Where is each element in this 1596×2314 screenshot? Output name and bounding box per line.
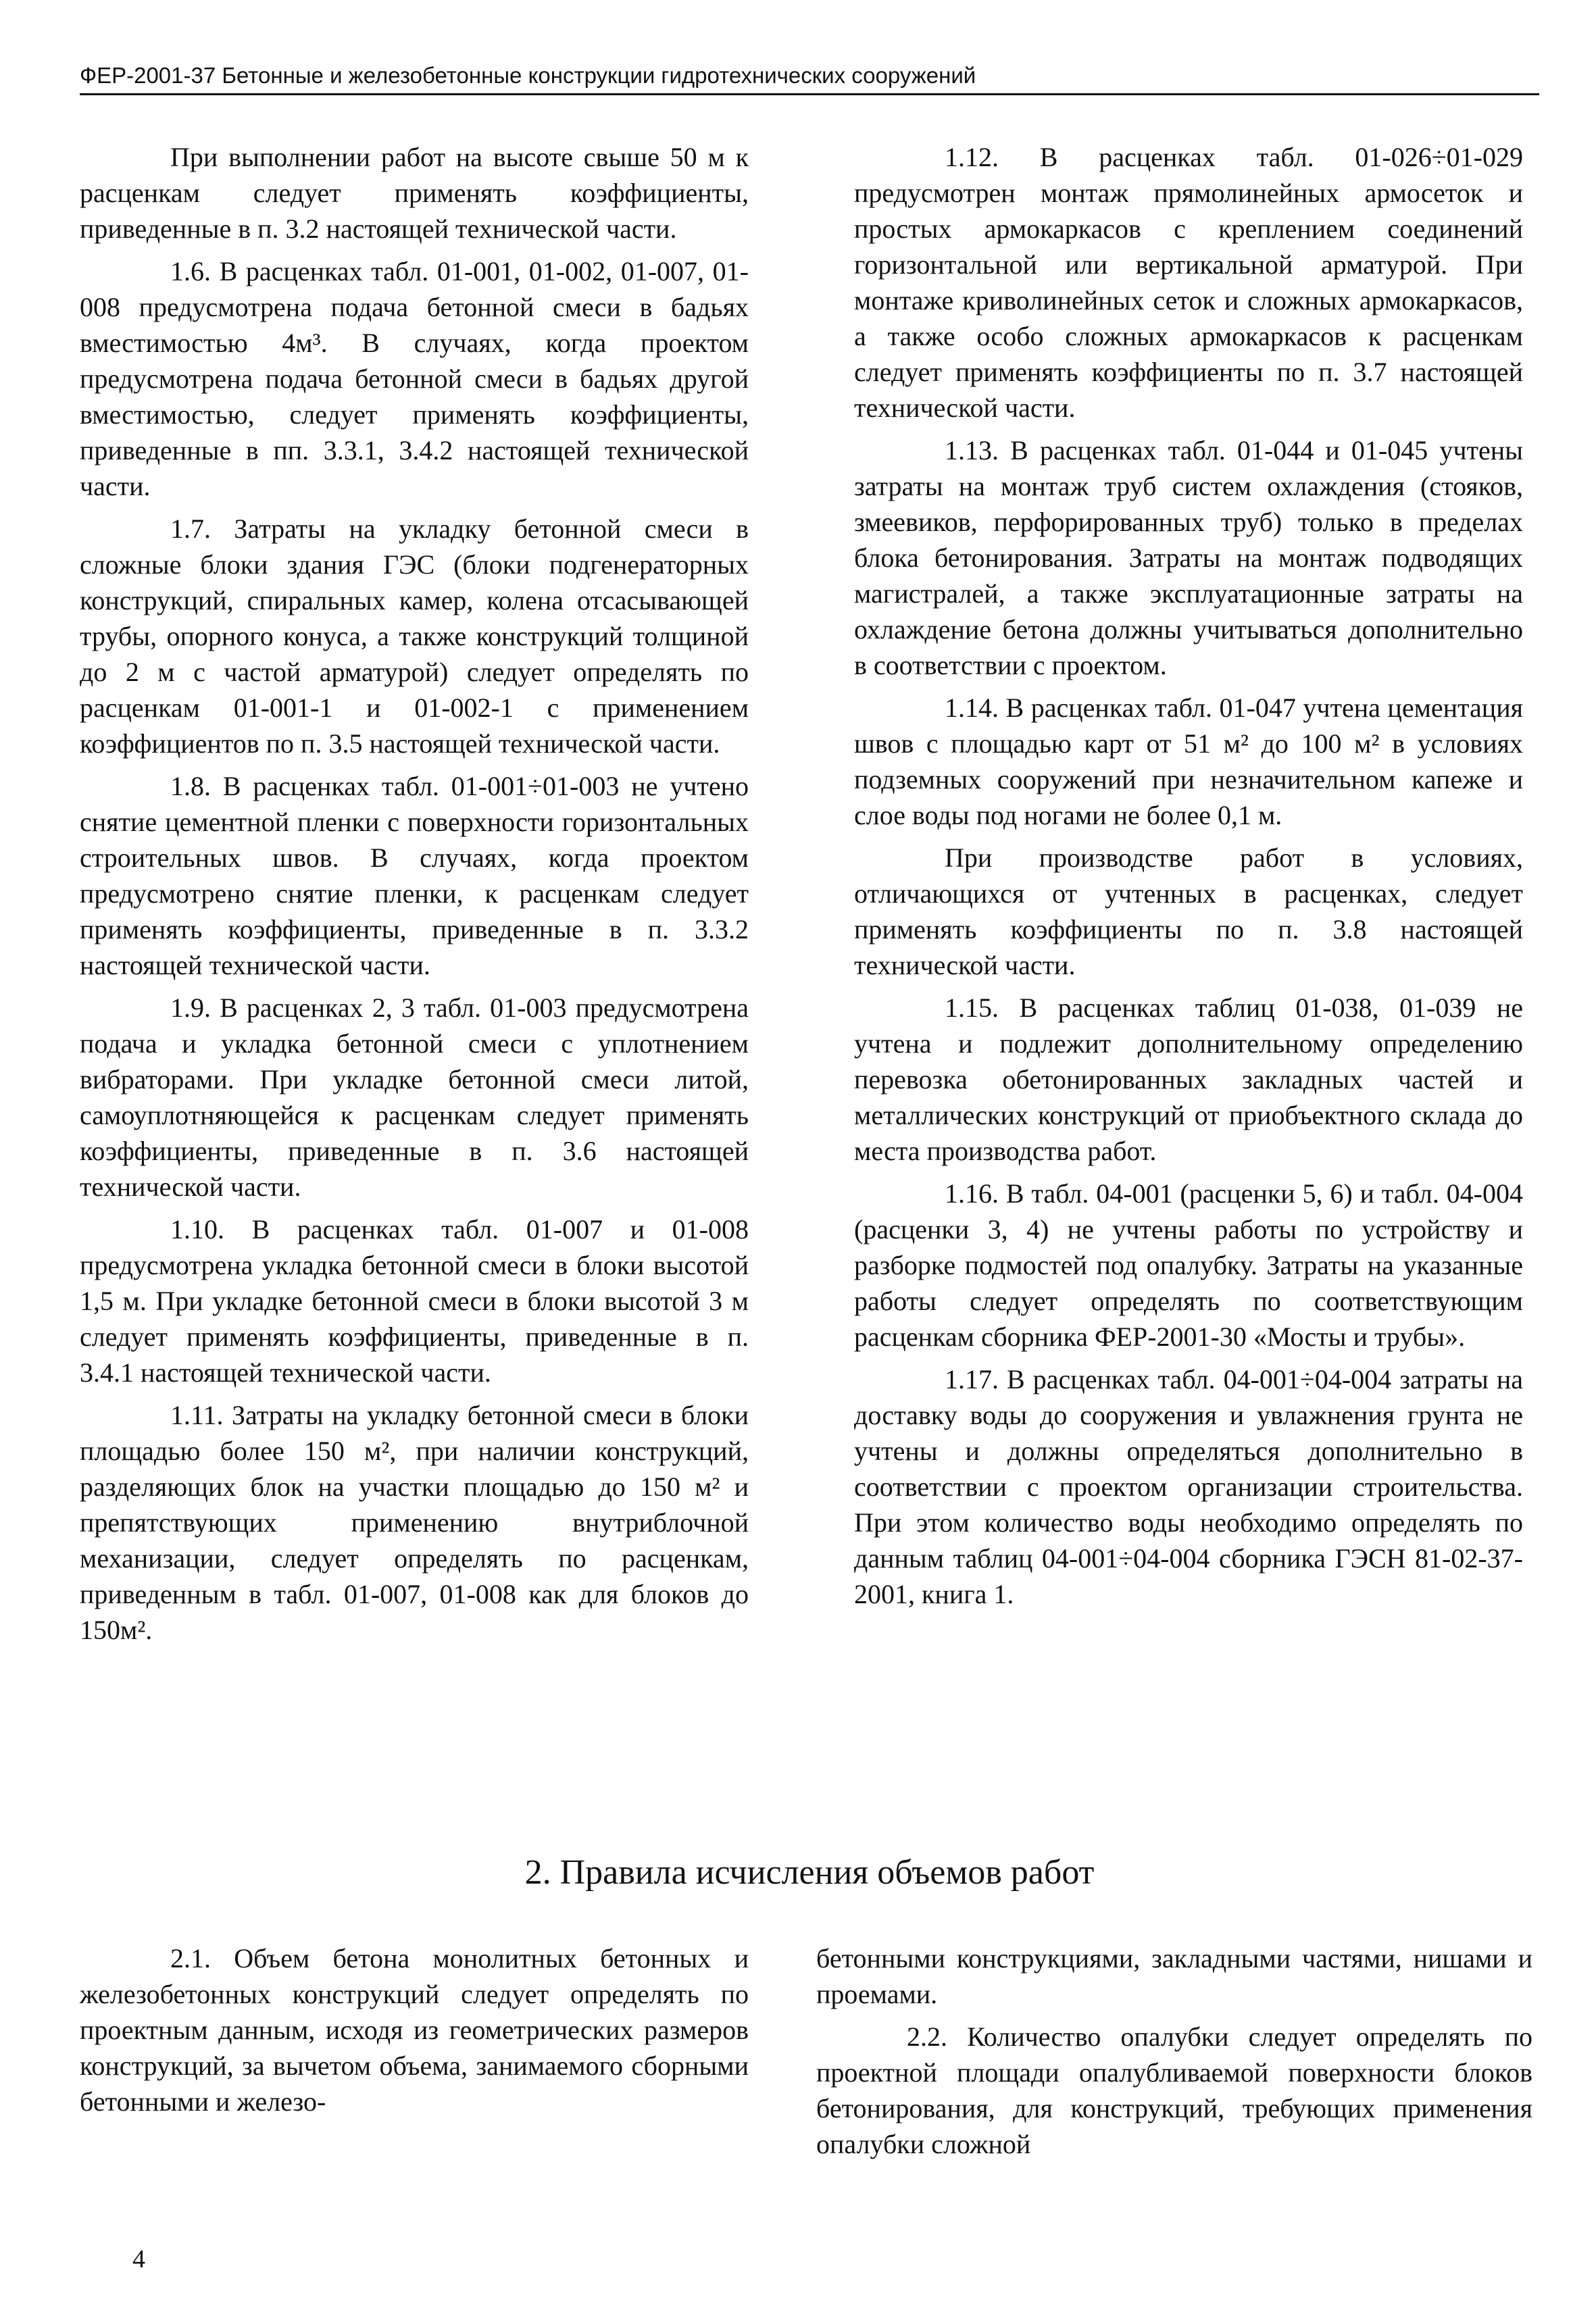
paragraph-1-13: 1.13. В расценках табл. 01-044 и 01-045 учтены затраты на монтаж труб систем охлаждения (стояков, змеевиков, перфорированных труб) только в пределах блока бетонирования. Затраты на монтаж подводящих магистралей, а также эксплуатационные затраты на охлаждение бетона должны учитываться дополнительно в соответствии с проектом. (854, 435, 1523, 680)
paragraph-1-17: 1.17. В расценках табл. 04-001÷04-004 затраты на доставку воды до сооружения и увлажнения грунта не учтены и должны определяться дополнительно в соответствии с проектом организации строительства. При этом количество воды необходимо определять по данным таблиц 04-001÷04-004 сборника ГЭСН 81-02-37-2001, книга 1. (854, 1364, 1523, 1609)
page-number: 4 (132, 2245, 145, 2273)
paragraph-1-14-continued: При производстве работ в условиях, отличающихся от учтенных в расценках, следует применять коэффициенты по п. 3.8 настоящей технической части. (854, 842, 1523, 980)
paragraph-1-8: 1.8. В расценках табл. 01-001÷01-003 не учтено снятие цементной пленки с поверхности горизонтальных строительных швов. В случаях, когда проектом предусмотрено снятие пленки, к расценкам следует применять коэффициенты, приведенные в п. 3.3.2 настоящей технической части. (80, 771, 749, 980)
left-column (80, 139, 749, 1655)
paragraph-1-7: 1.7. Затраты на укладку бетонной смеси в сложные блоки здания ГЭС (блоки подгенераторных конструкций, спиральных камер, колена отсасывающей трубы, опорного конуса, а также конструкций толщиной до 2 м с частой арматурой) следует определять по расценкам 01-001-1 и 01-002-1 с применением коэффициентов по п. 3.5 настоящей технической части. (80, 513, 749, 759)
paragraph-1-14: 1.14. В расценках табл. 01-047 учтена цементация швов с площадью карт от 51 м² до 100 м² в условиях подземных сооружений при незначительном капеже и слое воды под ногами не более 0,1 м. (854, 693, 1523, 830)
paragraph-1-11: 1.11. Затраты на укладку бетонной смеси в блоки площадью более 150 м², при наличии конструкций, разделяющих блок на участки площадью до 150 м² и препятствующих применению внутриблочной механизации, следует определять по расценкам, приведенным в табл. 01-007, 01-008 как для блоков до 150м². (80, 1400, 749, 1645)
paragraph-height-50m: При выполнении работ на высоте свыше 50 м к расценкам следует применять коэффициенты, приведенные в п. 3.2 настоящей технической части. (80, 142, 749, 244)
paragraph-2-1-continued: бетонными конструкциями, закладными частями, нишами и проемами. (816, 1943, 1532, 2009)
section-2-right-column (816, 1940, 1532, 2169)
paragraph-1-10: 1.10. В расценках табл. 01-007 и 01-008 предусмотрена укладка бетонной смеси в блоки высотой 1,5 м. При укладке бетонной смеси в блоки высотой 3 м следует применять коэффициенты, приведенные в п. 3.4.1 настоящей технической части. (80, 1214, 749, 1388)
section-2-left-column (80, 1940, 749, 2126)
section-2-title: 2. Правила исчисления объемов работ (524, 1853, 1095, 1892)
right-column (854, 139, 1523, 1619)
paragraph-1-15: 1.15. В расценках таблиц 01-038, 01-039 не учтена и подлежит дополнительному определению перевозка обетонированных закладных частей и металлических конструкций от приобъектного склада до места производства работ. (854, 992, 1523, 1166)
paragraph-2-2: 2.2. Количество опалубки следует определять по проектной площади опалубливаемой поверхности блоков бетонирования, для конструкций, требующих применения опалубки сложной (816, 2021, 1532, 2159)
paragraph-2-1: 2.1. Объем бетона монолитных бетонных и железобетонных конструкций следует определять по проектным данным, исходя из геометрических размеров конструкций, за вычетом объема, занимаемого сборными бетонными и железо- (80, 1943, 749, 2117)
paragraph-1-9: 1.9. В расценках 2, 3 табл. 01-003 предусмотрена подача и укладка бетонной смеси с уплотнением вибраторами. При укладке бетонной смеси литой, самоуплотняющейся к расценкам следует применять коэффициенты, приведенные в п. 3.6 настоящей технической части. (80, 992, 749, 1202)
paragraph-1-6: 1.6. В расценках табл. 01-001, 01-002, 01-007, 01-008 предусмотрена подача бетонной смеси в бадьях вместимостью 4м³. В случаях, когда проектом предусмотрена подача бетонной смеси в бадьях другой вместимостью, следует применять коэффициенты, приведенные в пп. 3.3.1, 3.4.2 настоящей технической части. (80, 256, 749, 501)
running-header: ФЕР-2001-37 Бетонные и железобетонные конструкции гидротехнических сооружений (80, 62, 1539, 95)
paragraph-1-12: 1.12. В расценках табл. 01-026÷01-029 предусмотрен монтаж прямолинейных армосеток и простых армокаркасов с креплением соединений горизонтальной или вертикальной арматурой. При монтаже криволинейных сеток и сложных армокаркасов, а также особо сложных армокаркасов к расценкам следует применять коэффициенты по п. 3.7 настоящей технической части. (854, 142, 1523, 423)
paragraph-1-16: 1.16. В табл. 04-001 (расценки 5, 6) и табл. 04-004 (расценки 3, 4) не учтены работы по устройству и разборке подмостей под опалубку. Затраты на указанные работы следует определять по соответствующим расценкам сборника ФЕР-2001-30 «Мосты и трубы». (854, 1178, 1523, 1352)
